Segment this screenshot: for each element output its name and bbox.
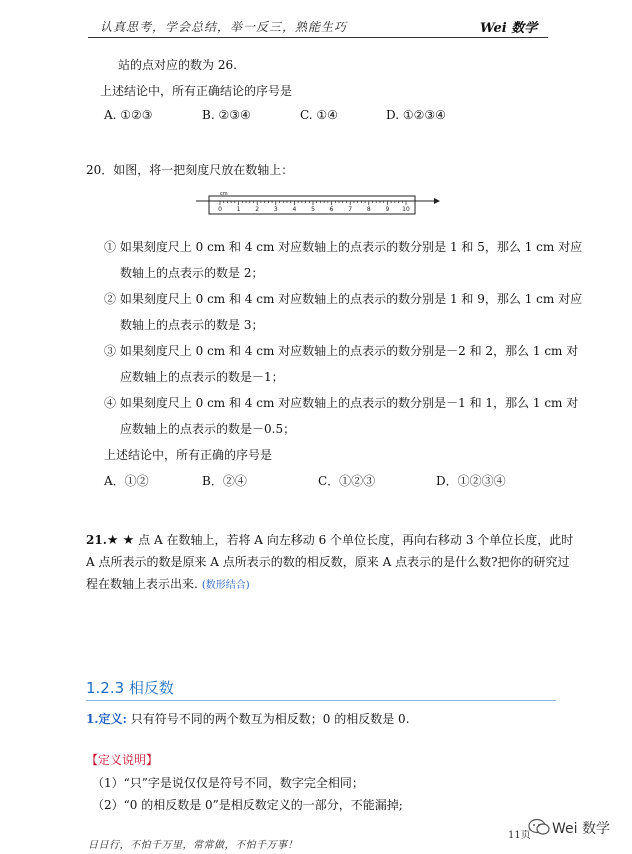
q19-tail: 站的点对应的数为 26. — [118, 58, 237, 72]
q19-option-c: C. ①④ — [300, 108, 338, 122]
definition-note-1: （1）“只”字是说仅仅是符号不同，数字完全相同； — [92, 776, 364, 790]
q20-prompt: 上述结论中，所有正确的序号是 — [104, 448, 273, 462]
q20-option-b: B．②④ — [202, 474, 247, 488]
star-icon: ★ ★ — [106, 533, 135, 548]
footer-motto: 日日行，不怕千万里，常常做，不怕千万事！ — [88, 840, 298, 851]
q20-item-4-line1: ④ 如果刻度尺上 0 cm 和 4 cm 对应数轴上的点表示的数分别是－1 和 1，那么 1 cm 对 — [104, 396, 579, 410]
definition-text: 只有符号不同的两个数互为相反数；0 的相反数是 0. — [130, 712, 410, 726]
q20-item-3-line1: ③ 如果刻度尺上 0 cm 和 4 cm 对应数轴上的点表示的数分别是－2 和 2，那么 1 cm 对 — [104, 344, 579, 358]
q20-option-a: A．①② — [104, 474, 149, 488]
definition-note-2: （2）“0 的相反数是 0”是相反数定义的一部分，不能漏掉; — [92, 798, 403, 812]
header-divider — [88, 37, 548, 38]
q20-item-1-line1: ① 如果刻度尺上 0 cm 和 4 cm 对应数轴上的点表示的数分别是 1 和 5，那么 1 cm 对应 — [104, 240, 583, 254]
q21-line1 — [86, 531, 573, 548]
ruler-tick-label: 8 — [366, 206, 371, 213]
ruler-tick-label: 4 — [292, 206, 297, 213]
q21-text-1: 点 A 在数轴上，若将 A 向左移动 6 个单位长度，再向右移动 3 个单位长度，此时 — [138, 533, 574, 547]
ruler-tick-label: 10 — [402, 206, 410, 213]
section-divider — [86, 700, 556, 701]
q20-item-2-line2: 数轴上的点表示的数是 3； — [120, 318, 264, 332]
definition-note-title: 【定义说明】 — [86, 753, 159, 767]
q21-text-3: 程在数轴上表示出来. — [86, 577, 198, 591]
page-number: 11页 — [508, 830, 531, 841]
q21-line3 — [86, 575, 250, 592]
q20-option-c: C．①②③ — [318, 474, 376, 488]
section-title: 1.2.3 相反数 — [86, 679, 174, 697]
ruler-tick-label: 7 — [348, 206, 353, 213]
q20-stem: 20．如图，将一把刻度尺放在数轴上： — [86, 163, 294, 177]
q21-number: 21. — [86, 533, 107, 547]
q19-prompt: 上述结论中，所有正确结论的序号是 — [100, 84, 293, 98]
q19-option-d: D. ①②③④ — [386, 108, 446, 122]
footer-logo-text: Wei 数学 — [552, 821, 610, 837]
q19-option-a: A. ①②③ — [104, 108, 153, 122]
q20-item-3-line2: 应数轴上的点表示的数是－1； — [120, 370, 284, 384]
wechat-logo-icon — [528, 818, 550, 836]
ruler-tick-label: 0 — [218, 206, 222, 213]
ruler-figure — [196, 188, 440, 224]
ruler-tick-label: 1 — [236, 206, 241, 213]
header-brand: Wei 数学 — [480, 21, 538, 36]
q21-tag: (数形结合) — [201, 580, 250, 591]
q20-option-d: D．①②③④ — [436, 474, 506, 488]
ruler-tick-label: 9 — [385, 206, 390, 213]
definition-label: 1.定义: — [86, 712, 127, 726]
header-motto: 认真思考，学会总结，举一反三，熟能生巧 — [100, 20, 348, 34]
q21-line2: A 点所表示的数是原来 A 点所表示的数的相反数，原来 A 点表示的是什么数?把你的研究过 — [86, 555, 570, 569]
ruler-tick-label: 5 — [311, 206, 315, 213]
definition-line — [86, 710, 410, 727]
ruler-unit-label: cm — [220, 191, 228, 197]
ruler-tick-label: 6 — [329, 206, 334, 213]
ruler-tick-label: 2 — [255, 206, 260, 213]
ruler-tick-label: 3 — [273, 206, 278, 213]
q20-item-1-line2: 数轴上的点表示的数是 2； — [120, 266, 264, 280]
q20-item-2-line1: ② 如果刻度尺上 0 cm 和 4 cm 对应数轴上的点表示的数分别是 1 和 9，那么 1 cm 对应 — [104, 292, 583, 306]
q19-option-b: B. ②③④ — [202, 108, 251, 122]
q20-item-4-line2: 应数轴上的点表示的数是－0.5； — [120, 422, 296, 436]
